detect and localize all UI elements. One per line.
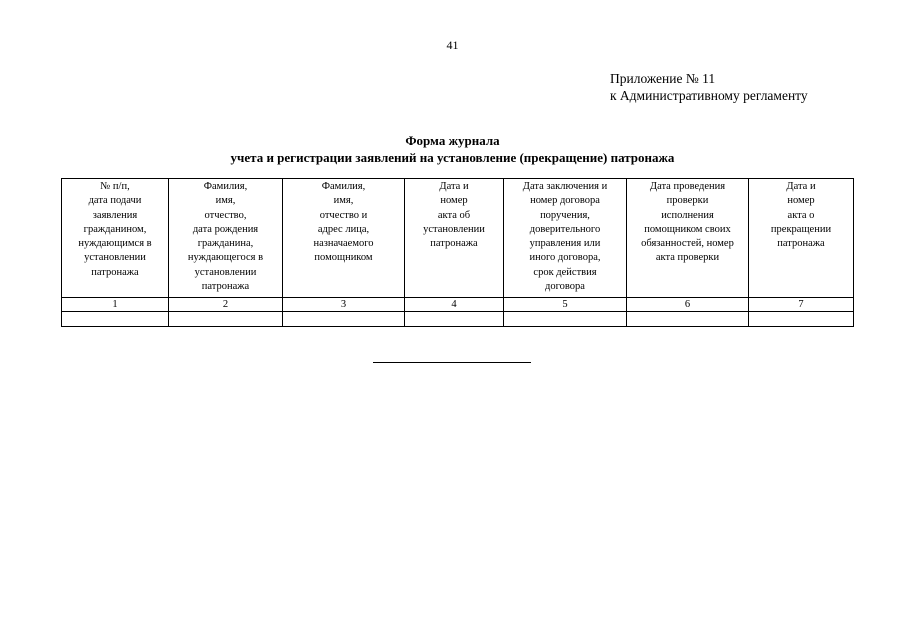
column-header: Фамилия, имя, отчество, дата рождения гражданина, нуждающегося в установлении патронажа (169, 179, 283, 298)
form-title-line-1: Форма журнала (405, 133, 500, 148)
column-number: 3 (283, 298, 405, 312)
column-number: 6 (627, 298, 749, 312)
empty-cell (749, 312, 854, 327)
empty-cell (169, 312, 283, 327)
appendix-line-1: Приложение № 11 (610, 71, 716, 86)
column-number: 4 (405, 298, 504, 312)
header-row (62, 179, 854, 298)
column-number: 2 (169, 298, 283, 312)
column-header: Дата проведения проверки исполнения помощником своих обязанностей, номер акта проверки (627, 179, 749, 298)
column-number: 1 (62, 298, 169, 312)
empty-cell (627, 312, 749, 327)
form-title-line-2: учета и регистрации заявлений на установление (прекращение) патронажа (230, 150, 675, 165)
column-number: 5 (504, 298, 627, 312)
column-header: Дата заключения и номер договора поручения, доверительного управления или иного договора, срок действия договора (504, 179, 627, 298)
column-header: Фамилия, имя, отчество и адрес лица, назначаемого помощником (283, 179, 405, 298)
journal-table (61, 178, 854, 327)
page-number: 41 (446, 38, 459, 52)
footer-divider (373, 362, 531, 363)
column-header: № п/п, дата подачи заявления гражданином, нуждающимся в установлении патронажа (62, 179, 169, 298)
empty-cell (405, 312, 504, 327)
empty-entry-row (62, 312, 854, 327)
column-number: 7 (749, 298, 854, 312)
appendix-line-2: к Административному регламенту (610, 88, 808, 103)
column-header: Дата и номер акта о прекращении патронажа (749, 179, 854, 298)
empty-cell (504, 312, 627, 327)
empty-cell (62, 312, 169, 327)
column-header: Дата и номер акта об установлении патронажа (405, 179, 504, 298)
empty-cell (283, 312, 405, 327)
appendix-note (610, 70, 808, 104)
column-number-row (62, 298, 854, 312)
form-title (0, 132, 905, 166)
